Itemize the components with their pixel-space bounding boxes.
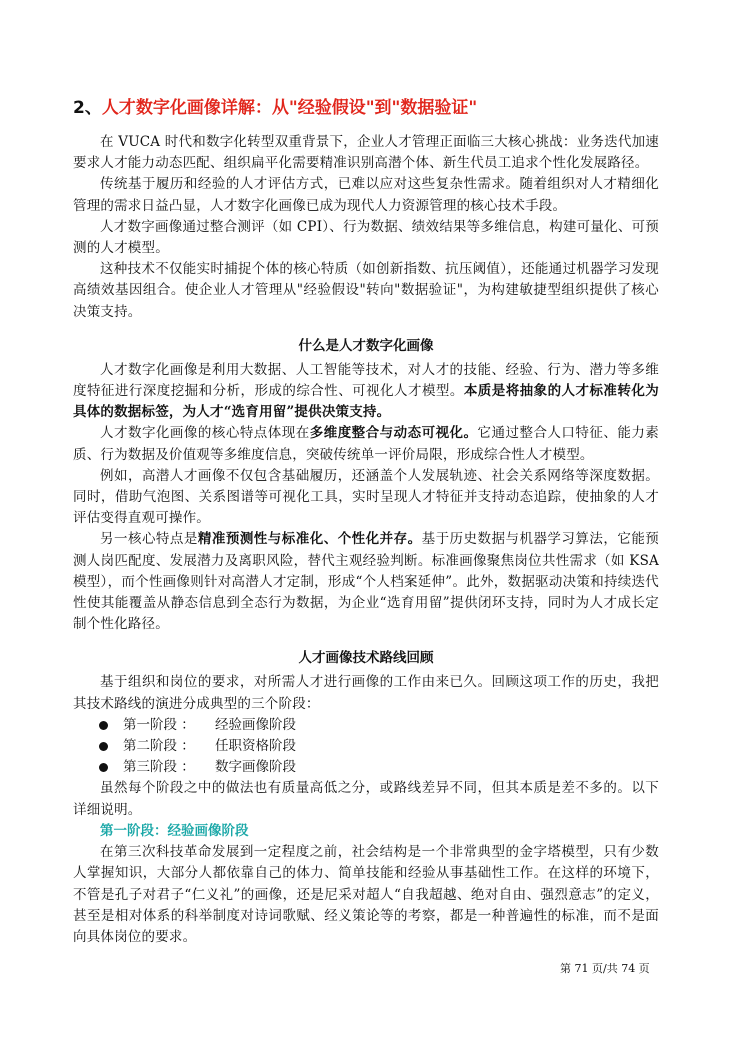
tech-route-heading: 人才画像技术路线回顾 (298, 650, 434, 667)
section-heading (73, 96, 659, 120)
stage-list (73, 715, 659, 779)
section-number: 2、 (73, 98, 102, 118)
what-is-paragraph-1 (73, 360, 659, 424)
stage-label: 第三阶段 ： (123, 759, 195, 776)
what-is-paragraph-3: 例如，高潜人才画像不仅包含基础履历，还涵盖个人发展轨迹、社会关系网络等深度数据。同时，借助气泡图、关系图谱等可视化工具，实时呈现人才特征并支持动态追踪，使抽象的人才评估变得直观可操作。 (73, 467, 659, 527)
intro-paragraph-1: 在 VUCA 时代和数字化转型双重背景下，企业人才管理正面临三大核心挑战：业务迭代加速要求人才能力动态匹配、组织扁平化需要精准识别高潜个体、新生代员工追求个性化发展路径。 (73, 134, 659, 172)
bullet-icon (99, 763, 108, 772)
what-is-p4-bold: 精准预测性与标准化、个性化并存。 (197, 531, 422, 548)
stage-value: 数字画像阶段 (215, 759, 296, 776)
stage-label: 第二阶段 ： (123, 738, 195, 755)
what-is-paragraph-4 (73, 529, 659, 635)
what-is-p2-before: 人才数字化画像的核心特点体现在 (100, 425, 310, 442)
list-item (73, 736, 659, 757)
list-item (73, 757, 659, 778)
what-is-p1-plain: 人才数字化画像是利用大数据、人工智能等技术，对人才的技能、经验、行为、潜力等多维度特征进行深度挖掘和分析，形成的综合性、可视化人才模型。 (73, 361, 659, 400)
stage1-paragraph: 在第三次科技革命发展到一定程度之前，社会结构是一个非常典型的金字塔模型，只有少数人掌握知识，大部分人都依靠自己的体力、简单技能和经验从事基础性工作。在这样的环境下，不管是孔子对君子“仁义礼”的画像，还是尼采对超人“自我超越、绝对自由、强烈意志”的定义，甚至是相对体系的科举制度对诗词歌赋、经义策论等的考察，都是一种普遍性的标准，而不是面向具体岗位的要求。 (73, 844, 659, 945)
intro-paragraph-4: 这种技术不仅能实时捕捉个体的核心特质（如创新指数、抗压阈值），还能通过机器学习发现高绩效基因组合。使企业人才管理从"经验假设"转向"数据验证"，为构建敏捷型组织提供了核心决策支持。 (73, 261, 659, 320)
tech-route-paragraph-1: 基于组织和岗位的要求，对所需人才进行画像的工作由来已久。回顾这项工作的历史，我把其技术路线的演进分成典型的三个阶段： (73, 674, 659, 712)
page-number: 第 71 页/共 74 页 (560, 962, 650, 975)
what-is-paragraph-2 (73, 423, 659, 465)
stage1-heading: 第一阶段：经验画像阶段 (100, 822, 249, 839)
page-content (73, 96, 659, 948)
what-is-p4-before: 另一核心特点是 (100, 531, 198, 548)
what-is-p4-after: 基于历史数据与机器学习算法，它能预测人岗匹配度、发展潜力及离职风险，替代主观经验判断。标准画像聚焦岗位共性需求（如 KSA 模型），而个性画像则针对高潜人才定制，形成“个人档案延伸”。此外，数据驱动决策和持续迭代性使其能覆盖从静态信息到全态行为数据，为企业“选育用留”提供闭环支持，同时为人才成长定制个性化路径。 (73, 531, 659, 633)
intro-paragraph-2: 传统基于履历和经验的人才评估方式，已难以应对这些复杂性需求。随着组织对人才精细化管理的需求日益凸显，人才数字化画像已成为现代人力资源管理的核心技术手段。 (73, 176, 659, 214)
bullet-icon (99, 721, 108, 730)
what-is-p2-bold: 多维度整合与动态可视化。 (309, 425, 478, 442)
intro-paragraph-3: 人才数字画像通过整合测评（如 CPI）、行为数据、绩效结果等多维信息，构建可量化、可预测的人才模型。 (73, 218, 659, 257)
bullet-icon (99, 742, 108, 751)
stage-value: 经验画像阶段 (215, 716, 296, 733)
stage-label: 第一阶段 ： (123, 716, 195, 733)
tech-route-paragraph-2: 虽然每个阶段之中的做法也有质量高低之分，或路线差异不同，但其本质是差不多的。以下详细说明。 (73, 780, 659, 818)
what-is-p2-after: 它通过整合人口特征、能力素质、行为数据及价值观等多维度信息，突破传统单一评价局限，形成综合性人才模型。 (73, 425, 659, 463)
what-is-heading: 什么是人才数字化画像 (298, 337, 434, 354)
stage-value: 任职资格阶段 (215, 738, 296, 755)
section-title: 人才数字化画像详解：从"经验假设"到"数据验证" (101, 98, 478, 118)
list-item (73, 715, 659, 736)
what-is-p1-bold: 本质是将抽象的人才标准转化为具体的数据标签，为人才“选育用留”提供决策支持。 (73, 383, 659, 421)
